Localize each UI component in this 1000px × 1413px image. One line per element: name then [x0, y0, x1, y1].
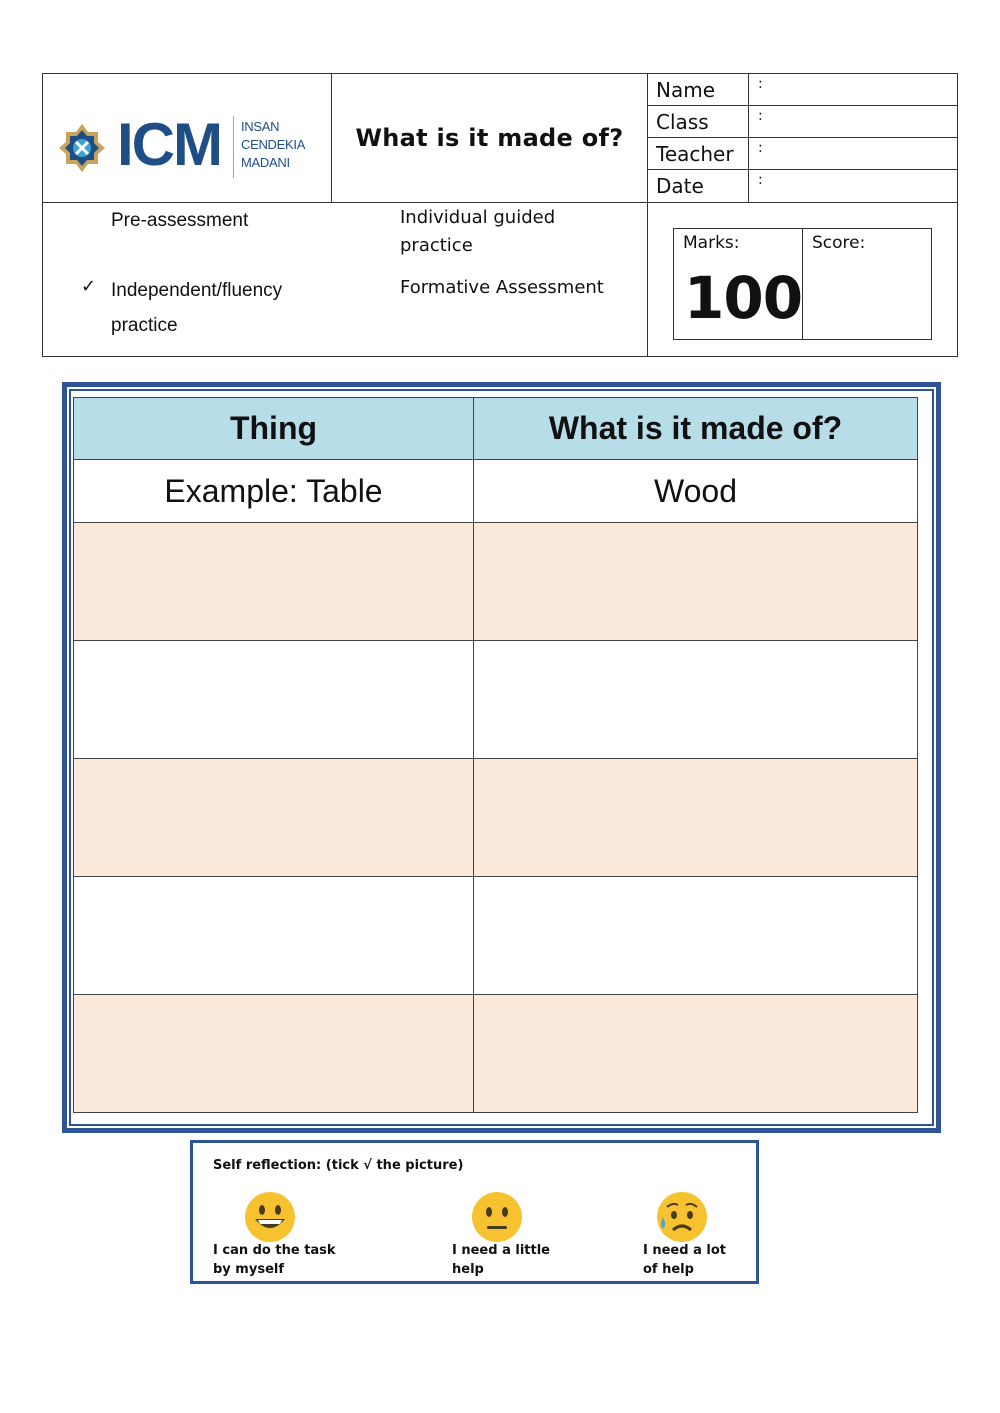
independent-practice-option[interactable]: Independent/fluency — [111, 280, 283, 301]
option-lot-of-help[interactable] — [643, 1241, 803, 1279]
teacher-field[interactable]: : — [758, 140, 763, 156]
table-row — [74, 759, 918, 877]
logo-divider — [233, 116, 234, 178]
logo-cell — [43, 74, 332, 203]
option-little-help-line2: help — [452, 1262, 484, 1277]
self-reflection-box — [190, 1140, 759, 1284]
guided-practice-option-line2: practice — [400, 235, 473, 256]
student-info — [648, 74, 957, 203]
logo-line-1: INSAN — [241, 119, 280, 134]
logo-line-2: CENDEKIA — [241, 137, 306, 152]
thing-header: Thing — [74, 398, 474, 460]
example-row — [74, 460, 918, 523]
class-row[interactable] — [648, 106, 957, 138]
marks-value: 100 — [684, 264, 803, 332]
date-row[interactable] — [648, 170, 957, 203]
name-field[interactable]: : — [758, 76, 763, 92]
example-material: Wood — [474, 460, 918, 523]
teacher-label: Teacher — [648, 138, 749, 169]
teacher-row[interactable] — [648, 138, 957, 170]
thing-cell[interactable] — [74, 877, 474, 995]
logo-subtitle — [241, 118, 305, 172]
material-cell[interactable] — [474, 995, 918, 1113]
option-little-help-line1: I need a little — [452, 1243, 550, 1258]
material-cell[interactable] — [474, 877, 918, 995]
option-lot-of-help-line2: of help — [643, 1262, 694, 1277]
score-label: Score: — [812, 233, 866, 253]
title-cell — [332, 74, 648, 203]
material-cell[interactable] — [474, 759, 918, 877]
date-field[interactable]: : — [758, 172, 763, 188]
assessment-types — [43, 203, 648, 356]
material-cell[interactable] — [474, 523, 918, 641]
pre-assessment-option[interactable]: Pre-assessment — [111, 210, 249, 231]
option-by-myself-line2: by myself — [213, 1262, 284, 1277]
date-label: Date — [648, 170, 749, 203]
example-thing: Example: Table — [74, 460, 474, 523]
grinning-face-icon[interactable] — [244, 1191, 296, 1243]
formative-assessment-option[interactable]: Formative Assessment — [400, 277, 604, 298]
logo-initials: ICM — [117, 111, 221, 178]
worried-sweat-face-icon[interactable] — [656, 1191, 708, 1243]
table-row — [74, 641, 918, 759]
table-row — [74, 523, 918, 641]
worksheet-header — [42, 73, 958, 357]
thing-cell[interactable] — [74, 995, 474, 1113]
name-label: Name — [648, 74, 749, 105]
marks-cell — [674, 229, 803, 339]
marks-box — [673, 228, 932, 340]
option-lot-of-help-line1: I need a lot — [643, 1243, 726, 1258]
logo-line-3: MADANI — [241, 155, 290, 170]
worksheet-title: What is it made of? — [355, 124, 624, 152]
guided-practice-option[interactable]: Individual guided — [400, 207, 556, 228]
class-field[interactable]: : — [758, 108, 763, 124]
independent-practice-option-line2: practice — [111, 315, 178, 336]
thing-cell[interactable] — [74, 523, 474, 641]
thing-cell[interactable] — [74, 759, 474, 877]
name-row[interactable] — [648, 74, 957, 106]
neutral-face-icon[interactable] — [471, 1191, 523, 1243]
self-reflection-title: Self reflection: (tick √ the picture) — [213, 1158, 464, 1173]
table-header-row — [74, 398, 918, 460]
checkmark-icon: ✓ — [81, 276, 97, 297]
marks-label: Marks: — [683, 233, 740, 253]
thing-cell[interactable] — [74, 641, 474, 759]
table-row — [74, 877, 918, 995]
material-cell[interactable] — [474, 641, 918, 759]
table-row — [74, 995, 918, 1113]
class-label: Class — [648, 106, 749, 137]
made-of-header: What is it made of? — [474, 398, 918, 460]
option-by-myself-line1: I can do the task — [213, 1243, 336, 1258]
materials-table — [73, 397, 918, 1113]
option-little-help[interactable] — [452, 1241, 612, 1279]
school-logo-icon — [55, 110, 109, 182]
option-by-myself[interactable] — [213, 1241, 373, 1279]
